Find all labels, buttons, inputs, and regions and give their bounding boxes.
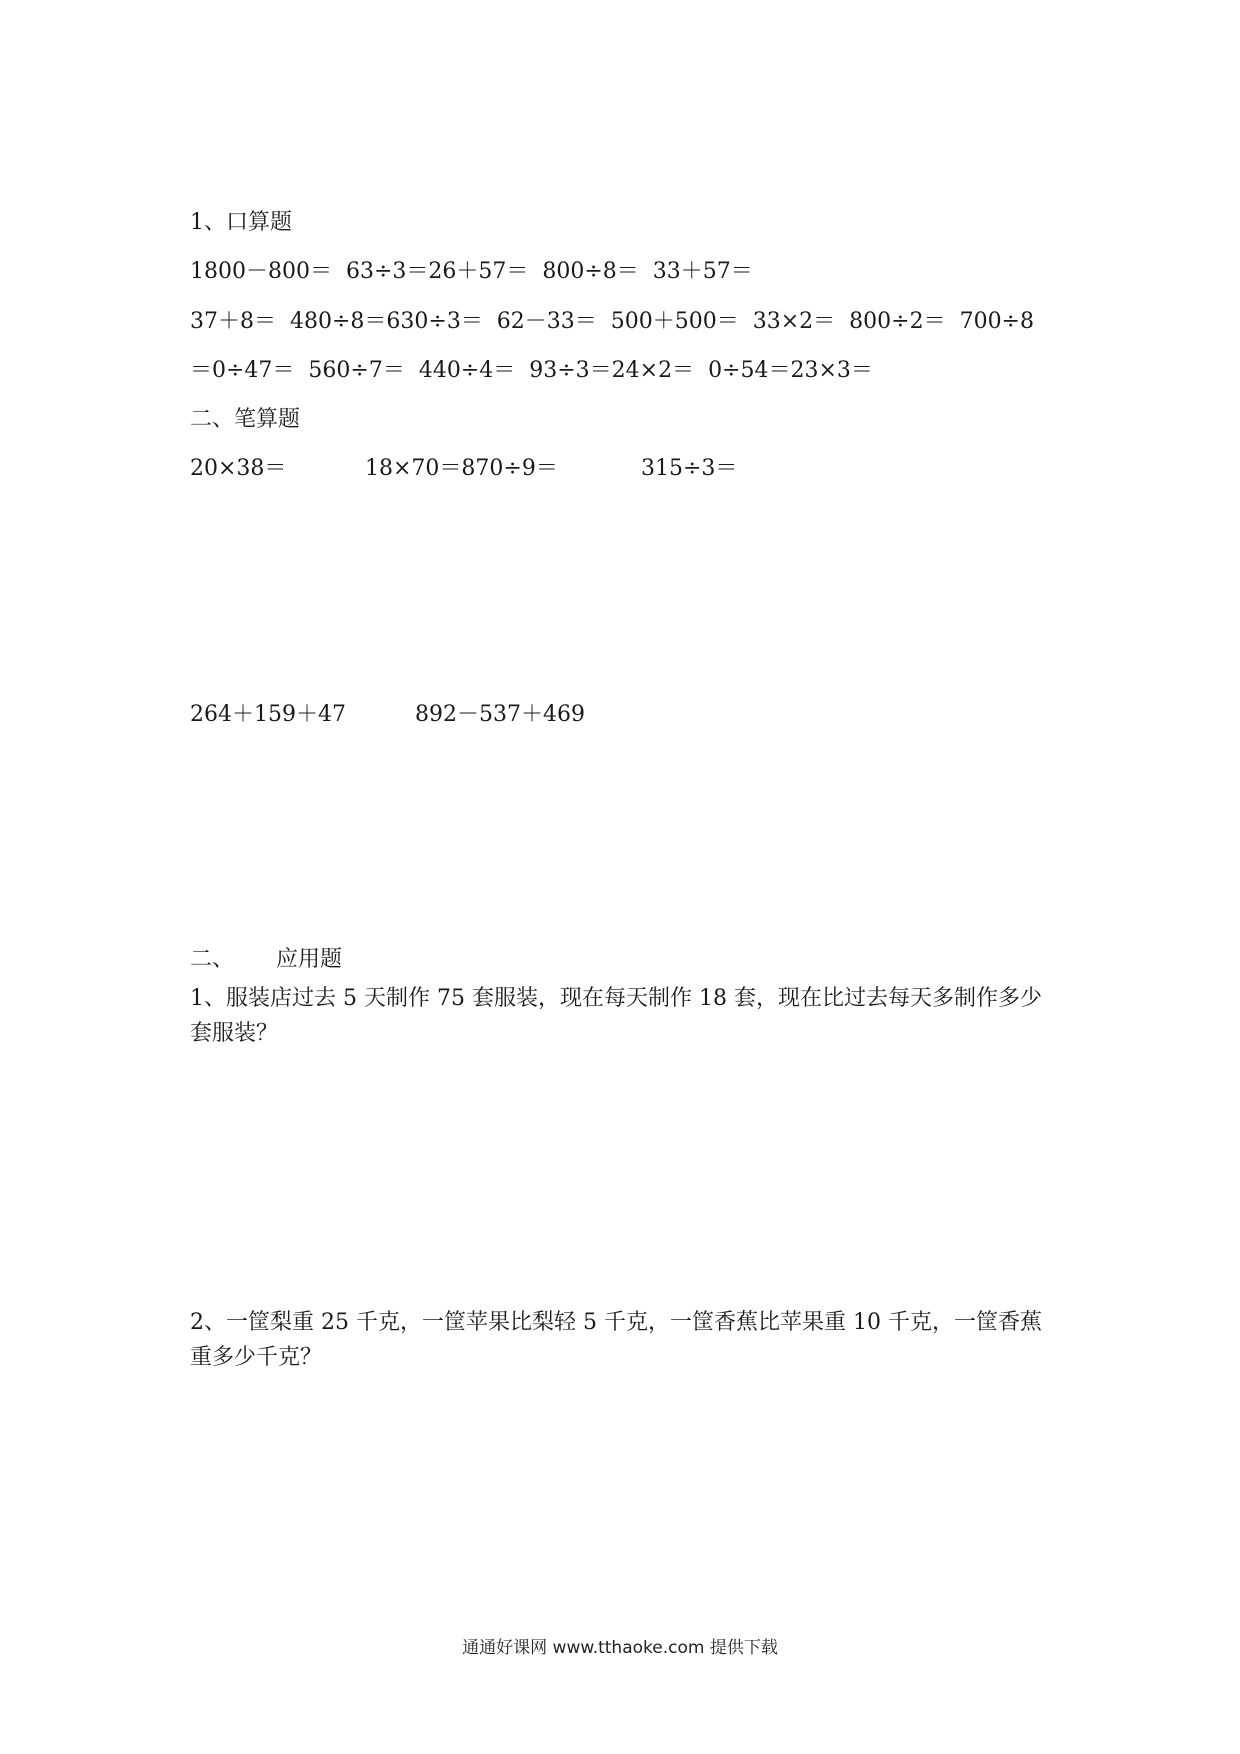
written-calc-5: 892－537＋469 <box>415 702 585 727</box>
word-problem-2: 2、一筐梨重 25 千克，一筐苹果比梨轻 5 千克，一筐香蕉比苹果重 10 千克，一筐香蕉重多少千克？ <box>190 1310 1042 1370</box>
word-problem-1: 1、服装店过去 5 天制作 75 套服装，现在每天制作 18 套，现在比过去每天多制作多少套服装？ <box>190 986 1042 1046</box>
mental-math-row-3: ＝0÷47＝ 560÷7＝ 440÷4＝ 93÷3＝24×2＝ 0÷54＝23×3＝ <box>190 358 873 383</box>
written-calc-1: 20×38＝ <box>190 456 287 481</box>
footer-credit: 通通好课网 www.tthaoke.com 提供下载 <box>462 1638 778 1658</box>
section3-heading: 二、 应用题 <box>190 947 342 972</box>
section2-heading: 二、笔算题 <box>190 407 301 432</box>
written-calc-2: 18×70＝870÷9＝ <box>365 456 558 481</box>
mental-math-row-1: 1800－800＝ 63÷3＝26＋57＝ 800÷8＝ 33＋57＝ <box>190 259 753 284</box>
section1-heading: 1、口算题 <box>190 210 292 235</box>
mental-math-row-2: 37＋8＝ 480÷8＝630÷3＝ 62－33＝ 500＋500＝ 33×2＝ 800÷2＝ 700÷8 <box>190 309 1034 334</box>
written-calc-3: 315÷3＝ <box>641 456 738 481</box>
written-calc-4: 264＋159＋47 <box>190 702 346 727</box>
